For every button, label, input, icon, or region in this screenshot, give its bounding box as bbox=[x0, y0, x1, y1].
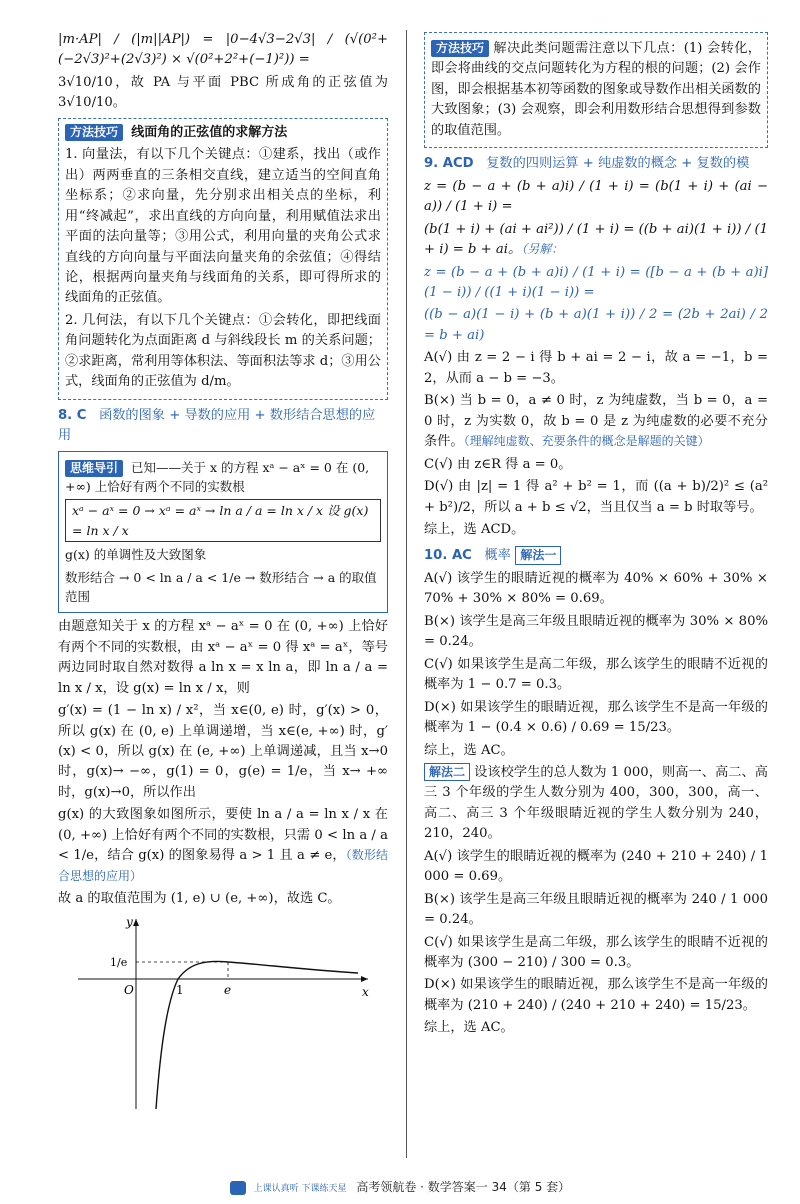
sol2-tag: 解法二 bbox=[424, 763, 470, 781]
brand-logo-icon bbox=[230, 1181, 246, 1195]
q10-sol1-D: D(×) 如果该学生的眼睛近视，那么该学生不是高一年级的概率为 1 − (0.4 × 0.6) / 0.69 = 15/23。 bbox=[424, 699, 768, 736]
q8-thinking-guide bbox=[58, 451, 388, 614]
q9-line3: z = (b − a + (b + a)i) / (1 + i) = ([b − a + (b + a)i](1 − i)) / ((1 + i)(1 − i)) = bbox=[424, 264, 768, 300]
x-axis-arrow bbox=[361, 976, 368, 982]
guide-line1: 已知——关于 x 的方程 xᵃ − aˣ = 0 在 (0, +∞) 上恰好有两个不同的实数根 bbox=[65, 459, 370, 494]
q10-sol2-intro: 设该校学生的总人数为 1 000，则高一、高二、高三 3 个年级的学生人数分别为 400，300，300，高一、高二、高三 3 个年级眼睛近视的学生人数分别为 240，210，240。 bbox=[424, 764, 768, 842]
q9-optA: A(√) 由 z = 2 − i 得 b + ai = 2 − i，故 a = −1，b = 2，从而 a − b = −3。 bbox=[424, 350, 768, 386]
q10-sol2-B: B(×) 该学生是高三年级且眼睛近视的概率为 240 / 1 000 = 0.24。 bbox=[424, 891, 768, 928]
tick-1e: 1/e bbox=[110, 955, 128, 969]
q8-body1: 由题意知关于 x 的方程 xᵃ − aˣ = 0 在 (0, +∞) 上恰好有两个不同的实数根，由 xᵃ − aˣ = 0 得 xᵃ = aˣ，等号两边同时取自然对数得 a ln x = x ln a，即 ln a / a = ln x / x，设 g(x) = ln x / x，则 bbox=[58, 619, 388, 696]
page-footer bbox=[0, 1178, 800, 1197]
q9-optB: B(×) 当 b = 0，a ≠ 0 时，z 为纯虚数，当 b = 0，a = 0 时，z 为实数 0，故 b = 0 是 z 为纯虚数的必要不充分条件。 bbox=[424, 393, 768, 450]
y-axis-arrow bbox=[133, 919, 139, 926]
tip-tag: 方法技巧 bbox=[431, 40, 489, 57]
q10-number: 10. AC bbox=[424, 548, 472, 564]
footer-text: 高考领航卷 · 数学答案一 34（第 5 套） bbox=[356, 1180, 571, 1194]
q10-topic: 概率 bbox=[484, 548, 511, 564]
q8-number: 8. C bbox=[58, 407, 87, 423]
q9-topic: 复数的四则运算 + 纯虚数的概念 + 复数的模 bbox=[486, 156, 750, 172]
q8-graph bbox=[58, 914, 388, 1121]
q10-sol1-A: A(√) 该学生的眼睛近视的概率为 40% × 60% + 30% × 70% + 30% × 80% = 0.69。 bbox=[424, 570, 768, 607]
q8-topic: 函数的图象 + 导数的应用 + 数形结合思想的应用 bbox=[58, 407, 376, 444]
formula-result: 3√10/10，故 PA 与平面 PBC 所成角的正弦值为 3√10/10。 bbox=[58, 74, 388, 111]
q9-optC: C(√) 由 z∈R 得 a = 0。 bbox=[424, 456, 572, 472]
tip-text: 解决此类问题需注意以下几点：(1) 会转化，即会将曲线的交点问题转化为方程的根的问题；(2) 会作图，即会根据基本初等函数的图象或导数作出相关函数的大致图象；(3) 会观察，即会利用数形结合思想得到参数的取值范围。 bbox=[431, 41, 761, 138]
q10-sol2-C: C(√) 如果该学生是高二年级，那么该学生的眼睛不近视的概率为 (300 − 210) / 300 = 0.3。 bbox=[424, 934, 768, 971]
q8-body3-note: （数形结合思想的应用） bbox=[58, 848, 388, 883]
function-graph-svg bbox=[58, 914, 388, 1114]
q10-sol2-A: A(√) 该学生的眼睛近视的概率为 (240 + 210 + 240) / 1 000 = 0.69。 bbox=[424, 848, 768, 885]
guide-line3: g(x) 的单调性及大致图象 bbox=[65, 547, 207, 563]
q10-sol1-B: B(×) 该学生是高三年级且眼睛近视的概率为 30% × 80% = 0.24。 bbox=[424, 613, 768, 650]
tick-1: 1 bbox=[176, 982, 184, 997]
q10-sol2-conclusion: 综上，选 AC。 bbox=[424, 1020, 514, 1036]
column-divider bbox=[406, 30, 407, 1158]
left-column bbox=[58, 28, 388, 1121]
q10-header bbox=[424, 546, 768, 566]
q9-optB-note: （理解纯虚数、充要条件的概念是解题的关键） bbox=[463, 434, 710, 449]
q8-body3: g(x) 的大致图象如图所示，要使 ln a / a = ln x / x 在 (0, +∞) 上恰好有两个不同的实数根，只需 0 < ln a / a < 1/e，结合 g(x) 的图象易得 a > 1 且 a ≠ e， bbox=[58, 807, 388, 864]
formula-top: |m·AP| / (|m||AP|) = |0−4√3−2√3| / (√(0²+(−2√3)²+(2√3)²) × √(0²+2²+(−1)²)) = bbox=[58, 32, 388, 68]
q9-header bbox=[424, 154, 768, 174]
tip-box bbox=[424, 32, 768, 148]
method-box-line-plane-angle bbox=[58, 118, 388, 400]
q9-number: 9. ACD bbox=[424, 156, 474, 172]
guide-line4: 数形结合 → 0 < ln a / a < 1/e → 数形结合 → a 的取值范围 bbox=[65, 569, 377, 604]
footer-brand: 上课认真听 下课练天星 bbox=[253, 1184, 347, 1194]
q9-line2: (b(1 + i) + (ai + ai²)) / (1 + i) = ((b + ai)(1 + i)) / (1 + i) = b + ai。 bbox=[424, 221, 768, 258]
method-tag: 方法技巧 bbox=[65, 124, 123, 141]
x-label: x bbox=[362, 984, 369, 999]
sol1-tag: 解法一 bbox=[515, 546, 561, 564]
guide-line2: xᵃ − aˣ = 0 → xᵃ = aˣ → ln a / a = ln x / x 设 g(x) = ln x / x bbox=[65, 499, 381, 542]
q9-line2-note: （另解： bbox=[521, 242, 564, 257]
q9-optD: D(√) 由 |z| = 1 得 a² + b² = 1，而 ((a + b)/2)² ≤ (a² + b²)/2，所以 a + b ≤ √2，当且仅当 a = b 时取等号。 bbox=[424, 479, 768, 515]
origin-label: O bbox=[124, 982, 134, 997]
method-box-title: 线面角的正弦值的求解方法 bbox=[131, 124, 288, 140]
guide-tag: 思维导引 bbox=[65, 460, 123, 477]
tick-e: e bbox=[224, 982, 232, 997]
q8-body4: 故 a 的取值范围为 (1, e) ∪ (e, +∞)，故选 C。 bbox=[58, 891, 341, 907]
y-label: y bbox=[126, 914, 133, 929]
q8-body2: g′(x) = (1 − ln x) / x²，当 x∈(0, e) 时，g′(x) > 0，所以 g(x) 在 (0, e) 上单调递增，当 x∈(e, +∞) 时，g′(x) < 0，所以 g(x) 在 (e, +∞) 上单调递减，且当 x→0 时，g(x)→ −∞，g(1) = 0，g(e) = 1/e，当 x→ +∞ 时，g(x)→0，所以作出 bbox=[58, 703, 388, 800]
q10-sol1-conclusion: 综上，选 AC。 bbox=[424, 742, 514, 758]
q10-sol1-C: C(√) 如果该学生是高二年级，那么该学生的眼睛不近视的概率为 1 − 0.7 = 0.3。 bbox=[424, 656, 768, 693]
q10-sol2-D: D(×) 如果该学生的眼睛近视，那么该学生不是高一年级的概率为 (210 + 240) / (240 + 210 + 240) = 15/23。 bbox=[424, 977, 768, 1013]
q8-header bbox=[58, 406, 388, 447]
method-p2: 2. 几何法，有以下几个关键点：①会转化，即把线面角问题转化为点面距离 d 与斜线段长 m 的关系问题；②求距离，常利用等体积法、等面积法等求 d；③用公式，线面角的正弦值为 d/m。 bbox=[65, 312, 381, 390]
right-column bbox=[424, 28, 768, 1041]
method-p1: 1. 向量法，有以下几个关键点：①建系，找出（或作出）两两垂直的三条相交直线，建立适当的空间直角坐标系；②求向量，先分别求出相关点的坐标，利用“终减起”，求出直线的方向向量，利用赋值法求出平面的法向量等；③用公式，利用向量的夹角公式求直线的方向向量与平面法向量夹角的余弦值；④得结论，根据两向量夹角与线面角的关系，即可得所求的线面角的正弦值。 bbox=[65, 147, 381, 306]
q9-line4: ((b − a)(1 − i) + (b + a)(1 + i)) / 2 = (2b + 2ai) / 2 = b + ai) bbox=[424, 307, 768, 343]
q9-conclusion: 综上，选 ACD。 bbox=[424, 521, 525, 537]
g-curve bbox=[156, 961, 358, 1109]
q9-line1: z = (b − a + (b + a)i) / (1 + i) = (b(1 + i) + (ai − a)) / (1 + i) = bbox=[424, 178, 768, 215]
